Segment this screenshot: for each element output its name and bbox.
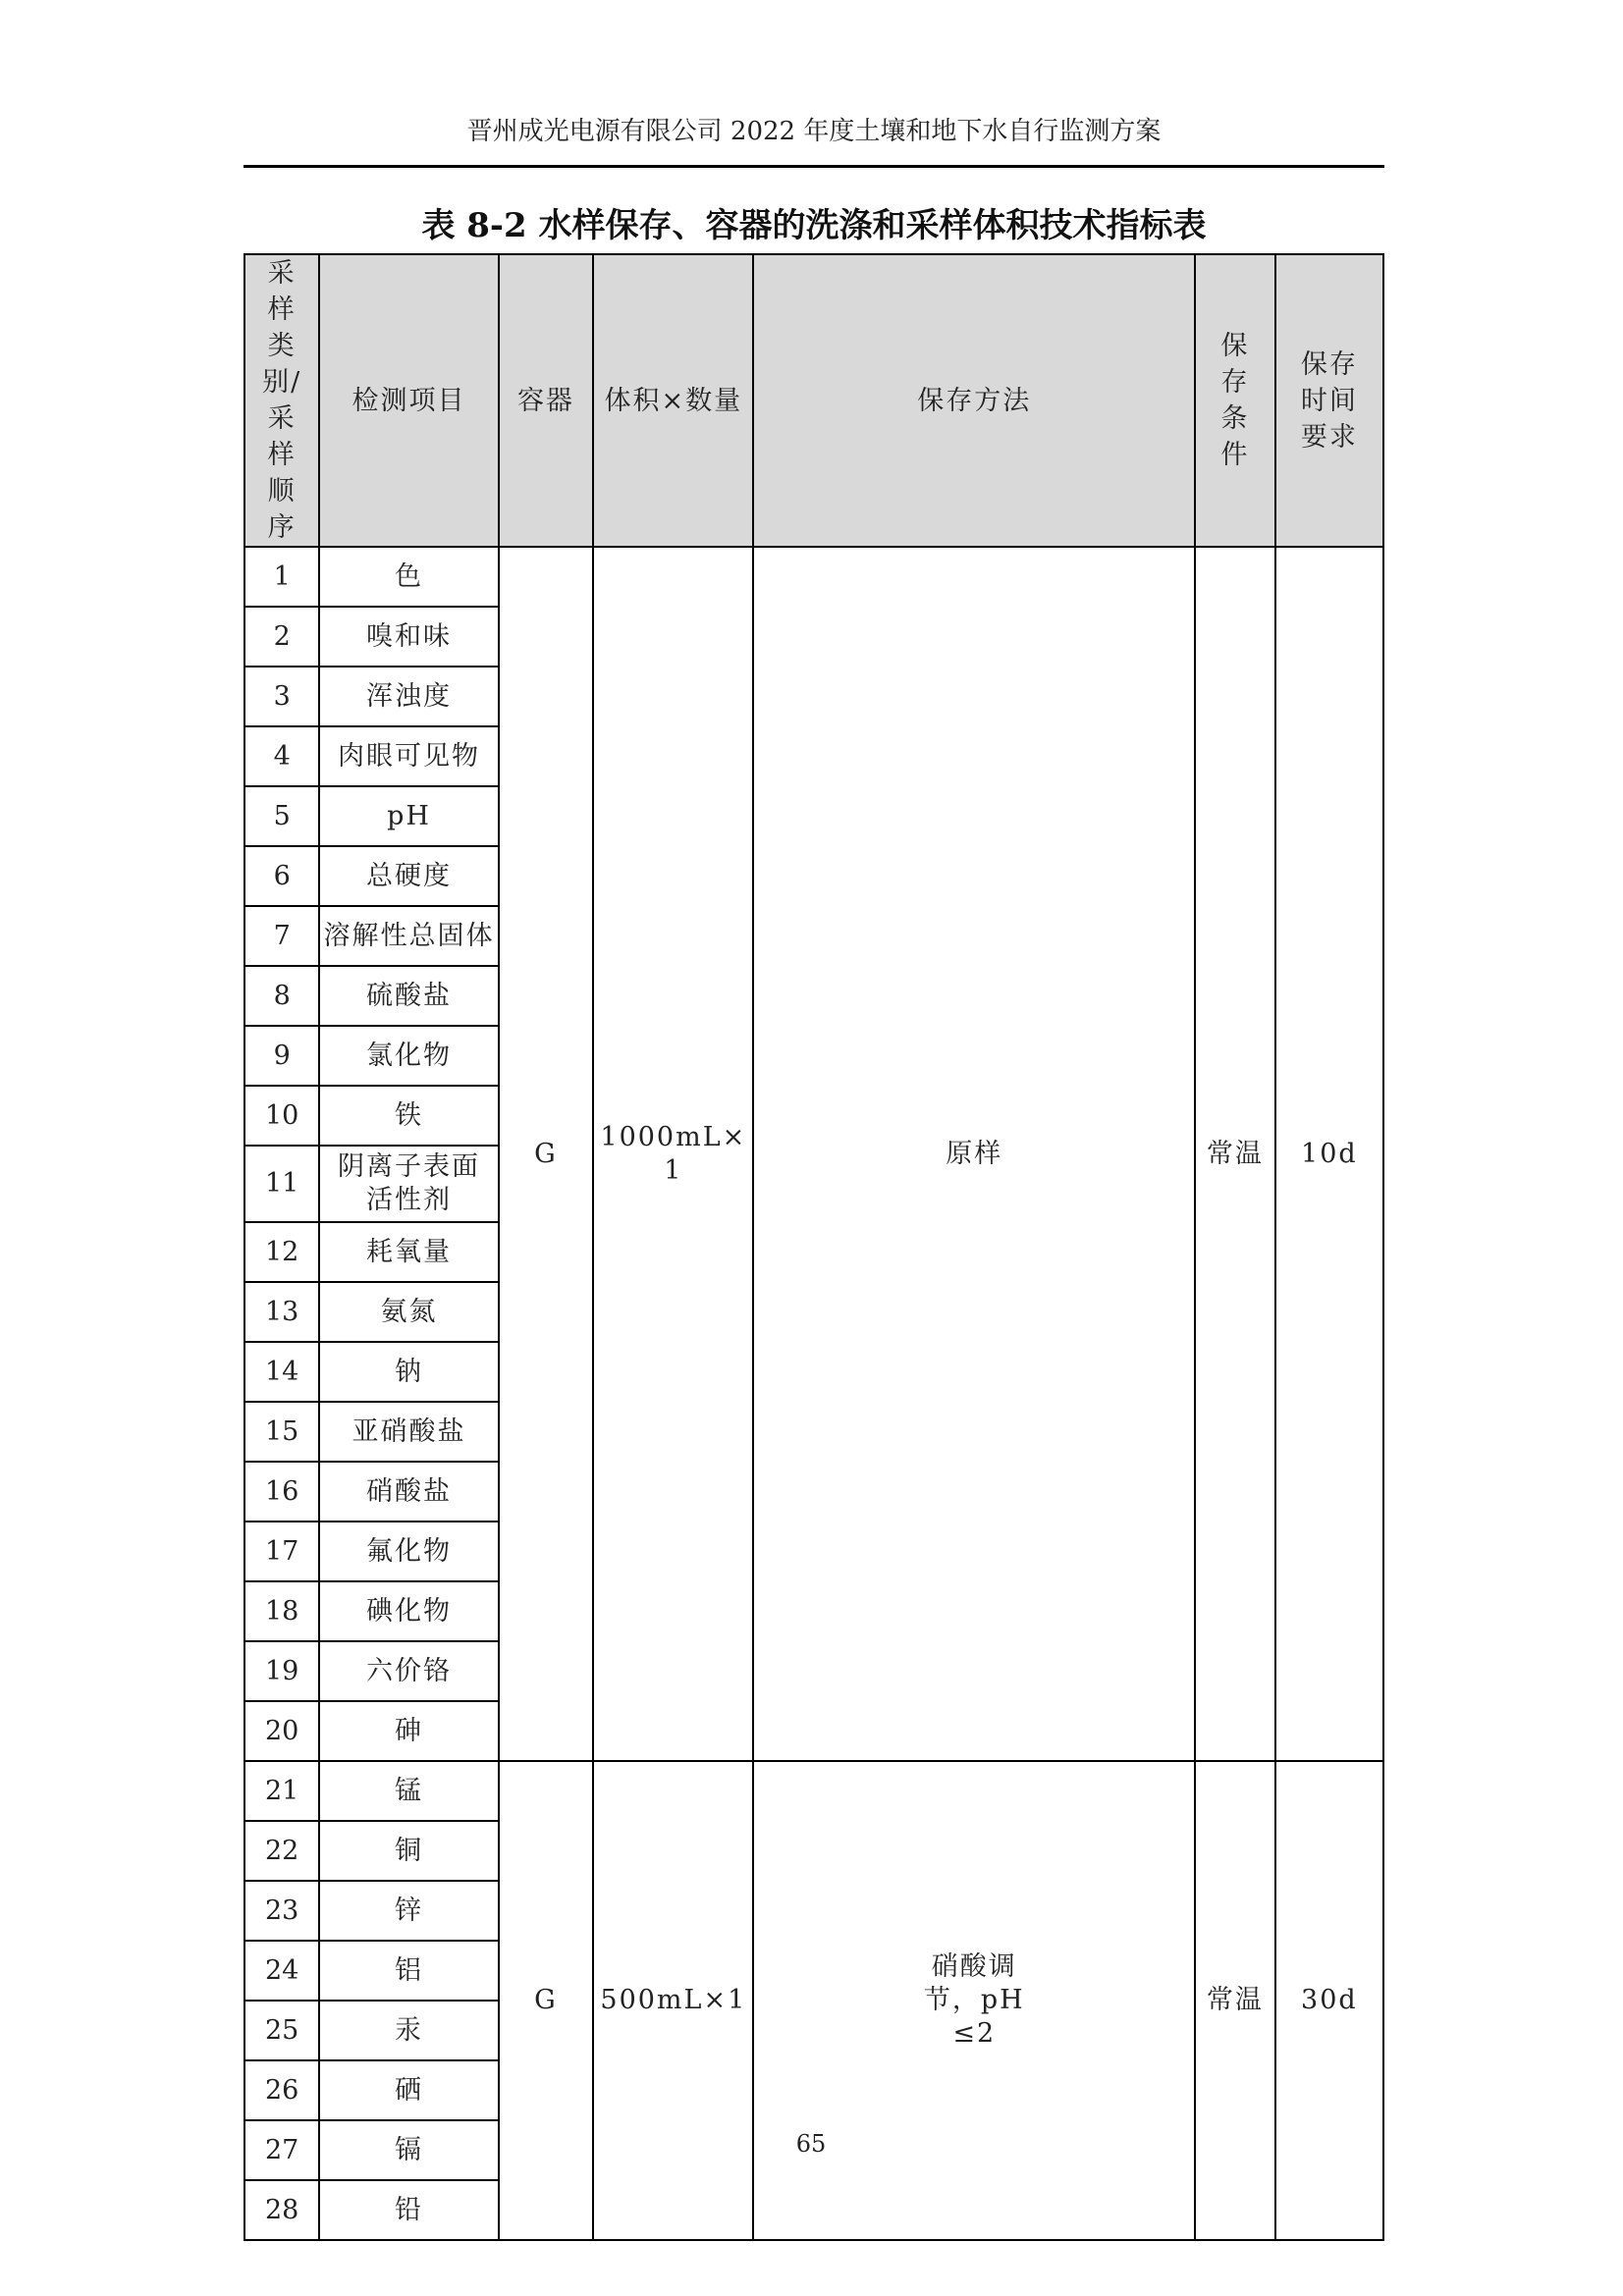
sequence-text: 24 xyxy=(264,1954,299,1986)
test-item-cell xyxy=(319,2001,498,2060)
group-2-volume-text: 500mL×1 xyxy=(600,1985,747,2015)
sequence-cell xyxy=(244,2120,319,2180)
sequence-cell xyxy=(244,1701,319,1761)
header-storage-time xyxy=(1275,254,1383,547)
test-item-text: 镉 xyxy=(395,2134,424,2165)
group-2-container-cell xyxy=(499,1761,593,2240)
test-item-text: 阴离子表面活性剂 xyxy=(338,1151,481,1215)
sequence-cell xyxy=(244,1146,319,1222)
test-item-cell xyxy=(319,1941,498,2001)
group-2-condition-cell xyxy=(1195,1761,1275,2240)
sequence-cell xyxy=(244,906,319,966)
sequence-cell xyxy=(244,1342,319,1402)
test-item-text: 铝 xyxy=(395,1954,424,1986)
page-number: 65 xyxy=(795,2130,827,2158)
test-item-text: 总硬度 xyxy=(366,860,453,891)
sequence-text: 15 xyxy=(264,1415,299,1447)
group-1-volume-cell xyxy=(593,547,753,1761)
sequence-cell xyxy=(244,1821,319,1881)
sequence-text: 14 xyxy=(264,1356,299,1387)
sequence-text: 23 xyxy=(264,1895,299,1926)
test-item-text: 硒 xyxy=(395,2074,424,2106)
test-item-text: 硝酸盐 xyxy=(366,1475,453,1507)
test-item-cell xyxy=(319,1342,498,1402)
test-item-text: 亚硝酸盐 xyxy=(352,1415,466,1447)
group-2-condition-text: 常温 xyxy=(1206,1985,1264,2015)
test-item-cell xyxy=(319,1821,498,1881)
sequence-text: 16 xyxy=(264,1475,299,1507)
sequence-text: 1 xyxy=(273,561,291,592)
test-item-cell xyxy=(319,1701,498,1761)
header-sampling-order-text: 采样类别/采样顺序 xyxy=(262,258,302,543)
group-1-method-cell xyxy=(753,547,1195,1761)
group-1-method-text: 原样 xyxy=(946,1138,1003,1169)
sequence-text: 28 xyxy=(264,2194,299,2225)
test-item-cell xyxy=(319,1462,498,1522)
sequence-text: 4 xyxy=(273,740,291,772)
test-item-text: 氟化物 xyxy=(366,1535,453,1567)
sequence-cell xyxy=(244,1026,319,1086)
test-item-cell xyxy=(319,607,498,667)
test-item-cell xyxy=(319,1146,498,1222)
sequence-cell xyxy=(244,1402,319,1462)
table-row xyxy=(244,1761,1383,1821)
page-header: 晋州成光电源有限公司 2022 年度土壤和地下水自行监测方案 xyxy=(466,117,1162,146)
sequence-cell xyxy=(244,1881,319,1941)
sequence-text: 18 xyxy=(264,1595,299,1627)
header-container-text: 容器 xyxy=(516,385,574,416)
header-storage-condition xyxy=(1195,254,1275,547)
group-1-volume-text: 1000mL×1 xyxy=(600,1121,747,1186)
test-item-text: 色 xyxy=(395,561,424,592)
group-2-time-cell xyxy=(1275,1761,1383,2240)
sequence-cell xyxy=(244,1086,319,1146)
test-item-text: 肉眼可见物 xyxy=(338,740,481,772)
test-item-text: 铁 xyxy=(395,1099,424,1131)
test-item-cell xyxy=(319,1581,498,1641)
sequence-text: 13 xyxy=(264,1296,299,1327)
sequence-cell xyxy=(244,1222,319,1282)
test-item-text: 氨氮 xyxy=(380,1296,438,1327)
header-test-item xyxy=(319,254,498,547)
sequence-cell xyxy=(244,1462,319,1522)
test-item-text: 嗅和味 xyxy=(366,620,453,652)
sequence-text: 27 xyxy=(264,2134,299,2165)
test-item-cell xyxy=(319,726,498,786)
group-1-condition-cell xyxy=(1195,547,1275,1761)
sequence-cell xyxy=(244,607,319,667)
sequence-text: 20 xyxy=(264,1715,299,1746)
header-test-item-text: 检测项目 xyxy=(352,385,466,416)
sequence-text: 11 xyxy=(264,1168,299,1199)
group-2-time-text: 30d xyxy=(1301,1985,1358,2015)
sequence-cell xyxy=(244,726,319,786)
test-item-cell xyxy=(319,1522,498,1581)
table-header-row xyxy=(244,254,1383,547)
sequence-text: 8 xyxy=(273,980,291,1011)
test-item-text: 钠 xyxy=(395,1356,424,1387)
test-item-cell xyxy=(319,1086,498,1146)
test-item-cell xyxy=(319,966,498,1026)
sequence-text: 6 xyxy=(273,860,291,891)
group-2-volume-cell xyxy=(593,1761,753,2240)
test-item-text: 碘化物 xyxy=(366,1595,453,1627)
sequence-cell xyxy=(244,966,319,1026)
group-2-method-cell xyxy=(753,1761,1195,2240)
sequence-text: 19 xyxy=(264,1655,299,1686)
test-item-text: 耗氧量 xyxy=(366,1236,453,1267)
table-title: 表 8-2 水样保存、容器的洗涤和采样体积技术指标表 xyxy=(421,206,1207,245)
test-item-cell xyxy=(319,1641,498,1701)
test-item-cell xyxy=(319,906,498,966)
sequence-text: 12 xyxy=(264,1236,299,1267)
group-1-time-cell xyxy=(1275,547,1383,1761)
sequence-text: 9 xyxy=(273,1040,291,1071)
test-item-text: 六价铬 xyxy=(366,1655,453,1686)
group-2-container-text: G xyxy=(534,1985,558,2015)
sequence-text: 21 xyxy=(264,1775,299,1806)
test-item-cell xyxy=(319,1402,498,1462)
test-item-text: 锰 xyxy=(395,1775,424,1806)
sequence-text: 10 xyxy=(264,1099,299,1131)
sequence-text: 25 xyxy=(264,2014,299,2046)
test-item-cell xyxy=(319,2060,498,2120)
sequence-cell xyxy=(244,1761,319,1821)
group-2-method-text: 硝酸调节，pH≤2 xyxy=(923,1951,1025,2049)
test-item-text: 锌 xyxy=(395,1895,424,1926)
test-item-text: 浑浊度 xyxy=(366,680,453,712)
sequence-cell xyxy=(244,1282,319,1342)
group-1-time-text: 10d xyxy=(1301,1138,1358,1169)
test-item-cell xyxy=(319,1222,498,1282)
header-storage-method-text: 保存方法 xyxy=(917,385,1032,416)
test-item-text: 砷 xyxy=(395,1715,424,1746)
sequence-text: 7 xyxy=(273,920,291,951)
sequence-cell xyxy=(244,1581,319,1641)
test-item-text: 氯化物 xyxy=(366,1040,453,1071)
sequence-cell xyxy=(244,786,319,846)
sequence-cell xyxy=(244,2180,319,2240)
test-item-cell xyxy=(319,1026,498,1086)
group-1-container-cell xyxy=(499,547,593,1761)
sequence-text: 22 xyxy=(264,1835,299,1866)
test-item-text: 溶解性总固体 xyxy=(323,920,495,951)
water-sample-storage-table xyxy=(243,253,1384,2241)
test-item-cell xyxy=(319,667,498,726)
test-item-cell xyxy=(319,1881,498,1941)
header-storage-method xyxy=(753,254,1195,547)
sequence-cell xyxy=(244,547,319,607)
sequence-text: 17 xyxy=(264,1535,299,1567)
test-item-cell xyxy=(319,846,498,906)
header-rule xyxy=(243,165,1384,168)
test-item-text: 汞 xyxy=(395,2014,424,2046)
sequence-text: 26 xyxy=(264,2074,299,2106)
test-item-cell xyxy=(319,547,498,607)
header-sampling-order xyxy=(244,254,319,547)
sequence-text: 2 xyxy=(273,620,291,652)
sequence-cell xyxy=(244,1522,319,1581)
header-volume-quantity-text: 体积×数量 xyxy=(604,385,743,416)
test-item-cell xyxy=(319,786,498,846)
header-volume-quantity xyxy=(593,254,753,547)
sequence-cell xyxy=(244,667,319,726)
sequence-text: 5 xyxy=(273,800,291,831)
test-item-cell xyxy=(319,2120,498,2180)
group-1-condition-text: 常温 xyxy=(1206,1138,1264,1169)
sequence-cell xyxy=(244,2001,319,2060)
test-item-text: pH xyxy=(387,800,431,831)
group-1-container-text: G xyxy=(534,1138,558,1169)
test-item-cell xyxy=(319,1282,498,1342)
sequence-cell xyxy=(244,1641,319,1701)
table-row xyxy=(244,547,1383,607)
header-container xyxy=(499,254,593,547)
test-item-cell xyxy=(319,1761,498,1821)
header-storage-condition-text: 保存条件 xyxy=(1220,331,1250,470)
test-item-text: 硫酸盐 xyxy=(366,980,453,1011)
sequence-text: 3 xyxy=(273,680,291,712)
sequence-cell xyxy=(244,1941,319,2001)
test-item-cell xyxy=(319,2180,498,2240)
header-storage-time-text: 保存时间要求 xyxy=(1300,348,1358,453)
sequence-cell xyxy=(244,846,319,906)
sequence-cell xyxy=(244,2060,319,2120)
test-item-text: 铅 xyxy=(395,2194,424,2225)
test-item-text: 铜 xyxy=(395,1835,424,1866)
